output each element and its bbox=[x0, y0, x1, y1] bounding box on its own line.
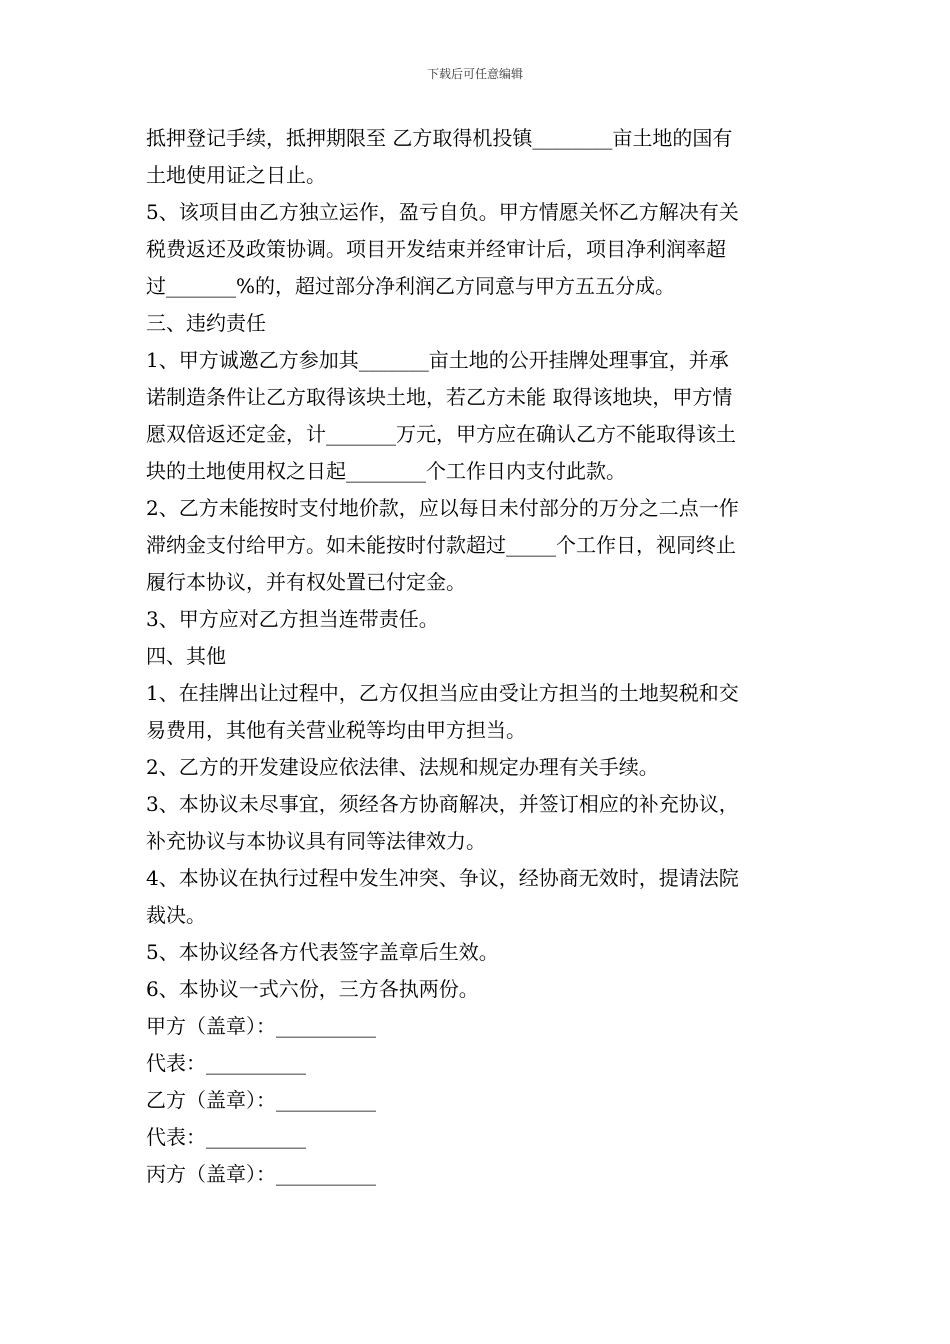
body-line: 易费用，其他有关营业税等均由甲方担当。 bbox=[146, 718, 526, 742]
other-clause-2: 2、乙方的开发建设应依法律、法规和规定办理有关手续。 bbox=[146, 755, 659, 779]
other-clause-3: 3、本协议未尽事宜，须经各方协商解决，并签订相应的补充协议， bbox=[146, 792, 739, 816]
other-clause-6: 6、本协议一式六份，三方各执两份。 bbox=[146, 977, 479, 1001]
breach-clause-1: 1、甲方诚邀乙方参加其_______亩土地的公开挂牌处理事宜，并承 bbox=[146, 348, 729, 372]
signature-party-b: 乙方（盖章）：__________ bbox=[146, 1088, 376, 1112]
other-clause-5: 5、本协议经各方代表签字盖章后生效。 bbox=[146, 940, 499, 964]
breach-clause-2: 2、乙方未能按时支付地价款，应以每日未付部分的万分之二点一作 bbox=[146, 496, 739, 520]
body-line: 愿双倍返还定金，计_______万元，甲方应在确认乙方不能取得该土 bbox=[146, 422, 736, 446]
body-line: 块的土地使用权之日起________个工作日内支付此款。 bbox=[146, 459, 626, 483]
breach-clause-3: 3、甲方应对乙方担当连带责任。 bbox=[146, 607, 439, 631]
section-heading-breach: 三、违约责任 bbox=[146, 311, 266, 335]
body-line: 抵押登记手续，抵押期限至 乙方取得机投镇________亩土地的国有 bbox=[146, 126, 733, 150]
other-clause-1: 1、在挂牌出让过程中，乙方仅担当应由受让方担当的土地契税和交 bbox=[146, 681, 739, 705]
body-line: 裁决。 bbox=[146, 903, 206, 927]
body-line: 过_______%的，超过部分净利润乙方同意与甲方五五分成。 bbox=[146, 274, 676, 298]
body-line: 诺制造条件让乙方取得该块土地，若乙方未能 取得该地块，甲方情 bbox=[146, 385, 733, 409]
body-line: 补充协议与本协议具有同等法律效力。 bbox=[146, 829, 486, 853]
signature-representative-b: 代表：__________ bbox=[146, 1125, 306, 1149]
clause-5: 5、该项目由乙方独立运作，盈亏自负。甲方情愿关怀乙方解决有关 bbox=[146, 200, 739, 224]
other-clause-4: 4、本协议在执行过程中发生冲突、争议，经协商无效时，提请法院 bbox=[146, 866, 739, 890]
signature-party-a: 甲方（盖章）：__________ bbox=[146, 1014, 376, 1038]
document-body bbox=[146, 120, 810, 1193]
section-heading-other: 四、其他 bbox=[146, 644, 226, 668]
body-line: 土地使用证之日止。 bbox=[146, 163, 326, 187]
body-line: 履行本协议，并有权处置已付定金。 bbox=[146, 570, 466, 594]
signature-representative-a: 代表：__________ bbox=[146, 1051, 306, 1075]
page-header: 下载后可任意编辑 bbox=[426, 67, 523, 81]
body-line: 滞纳金支付给甲方。如未能按时付款超过_____个工作日，视同终止 bbox=[146, 533, 736, 557]
signature-party-c: 丙方（盖章）：__________ bbox=[146, 1162, 376, 1186]
body-line: 税费返还及政策协调。项目开发结束并经审计后，项目净利润率超 bbox=[146, 237, 726, 261]
